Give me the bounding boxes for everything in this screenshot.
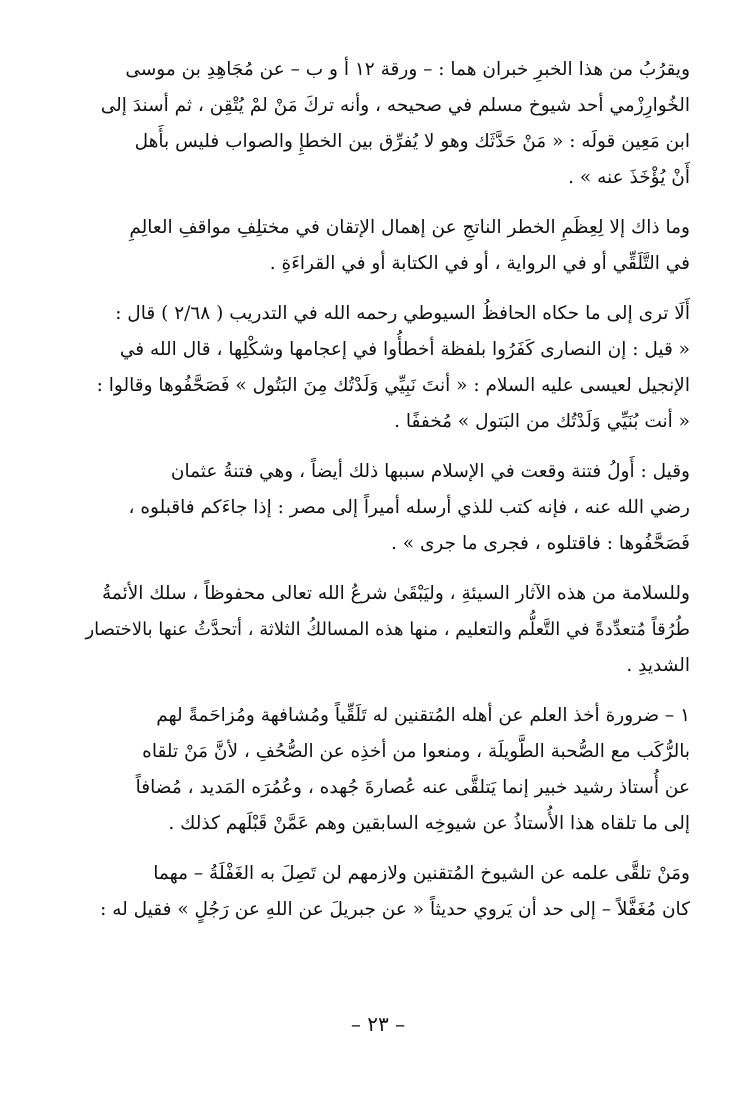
page-number: – ٢٣ – [350,1012,406,1036]
text-line: إلى ما تلقاه هذا الأُستاذُ عن شيوخِه السابقين وهم عَمَّنْ قَبْلَهم كذلك . [168,813,690,834]
text-line: طُرُقاً مُتعدِّدةً في التَّعلُّم والتعليم ، منها هذه المسالكُ الثلاثة ، أتحدَّثُ عنها بالاختصار [85,619,690,640]
text-line: ١ – ضرورة أخذ العلم عن أهله المُتقنين له تَلَقِّياً ومُشافهة ومُزاحَمةً لهم [156,705,690,726]
text-line: « قيل : إن النصارى كَفَرُوا بلفظة أخطأُوا في إعجامها وشكْلِها ، قال الله في [119,339,690,360]
text-line: الخُوارِزْمي أحد شيوخ مسلم في صحيحه ، وأنه تركَ مَنْ لمْ يُتْقِن ، ثم أسندَ إلى [100,95,690,116]
text-line: كان مُغَفَّلاً – إلى حد أن يَروي حديثاً « عن جبريلَ عن اللهِ عن رَجُلٍ » فقيل له : [100,899,690,920]
paragraph-method-one [78,698,690,842]
paragraph-shuyukh [78,856,690,928]
text-line: الشديدِ . [626,655,690,676]
paragraph-mujahid [78,52,690,196]
text-line: ويقرُبُ من هذا الخبرِ خبران هما : – ورقة ١٢ أ و ب – عن مُجَاهِدِ بن موسى [125,59,690,80]
text-line: ابن مَعِين قولَه : « مَنْ حَدَّثَك وهو لا يُفرِّق بين الخطإِ والصواب فليس بأَهل [134,131,690,152]
text-line: فَصَحَّفُوها : فاقتلوه ، فجرى ما جرى » . [390,533,690,554]
text-line: ومَنْ تلقَّى علمه عن الشيوخ المُتقنين ولازمهم لن تَصِلَ به الغَفْلَةُ – مهما [153,863,690,884]
text-line: أَنْ يُؤْخَذَ عنه » . [568,167,690,188]
text-line: الإنجيل لعيسى عليه السلام : « أنتَ نَبِيِّي وَلَدْتُك مِنَ البَتُول » فَصَحَّفُوها وقالوا : [96,375,690,396]
text-line: أَلَا ترى إلى ما حكاه الحافظُ السيوطي رحمه الله في التدريب ( ٢/٦٨ ) قال : [115,303,690,324]
page-body [78,52,690,928]
text-line: في التَّلَقِّي أو في الرواية ، أو في الكتابة أو في القراءَةِ . [269,253,690,274]
paragraph-danger [78,210,690,282]
paragraph-methods [78,576,690,684]
text-line: وقيل : أَولُ فتنة وقعت في الإسلام سببها ذلك أيضاً ، وهي فتنةُ عثمان [170,461,690,482]
text-line: بالرُّكَب مع الصُّحبة الطَّويلَة ، ومنعوا من أخذِه عن الصُّحُفِ ، لأنَّ مَنْ تلقاه [142,741,690,762]
text-line: « أنت بُنَيِّي وَلَدْتُك من البَتول » مُخففًا . [394,411,690,432]
paragraph-first-fitna [78,454,690,562]
text-line: وللسلامة من هذه الآثار السيئةِ ، وليَبْقَىٰ شرعُ الله تعالى محفوظاً ، سلك الأئمةُ [101,583,690,604]
paragraph-suyuti-quote [78,296,690,440]
text-line: عن أُستاذ رشيد خبير إنما يَتلقَّى عنه عُصارةَ جُهده ، وعُمُرَه المَديد ، مُضافاً [135,777,690,798]
text-line: رضي الله عنه ، فإنه كتب للذي أرسله أميراً إلى مصر : إذا جاءَكم فاقبلوه ، [128,497,690,518]
text-line: وما ذاك إلا لِعِظَمِ الخطر الناتجِ عن إهمال الإتقان في مختلِفِ مواقفِ العالِمِ [129,217,690,238]
